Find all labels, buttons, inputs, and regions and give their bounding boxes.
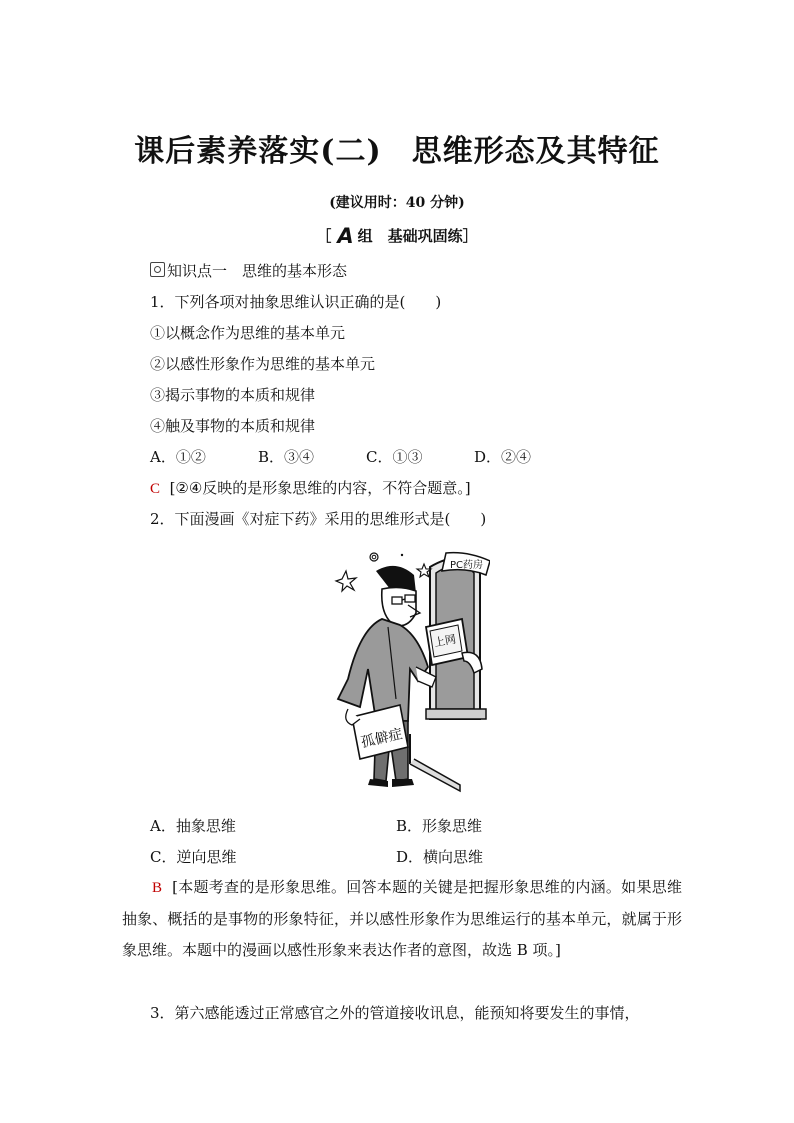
q1-answer-letter: C xyxy=(150,481,161,497)
knowledge-point-label: 知识点一 思维的基本形态 xyxy=(167,262,348,280)
q1-option-c: C．①③ xyxy=(366,448,423,466)
time-note: (建议用时：40 分钟) xyxy=(329,195,465,211)
group-badge: A xyxy=(337,224,354,248)
q2-option-b: B．形象思维 xyxy=(396,817,483,835)
knowledge-point xyxy=(150,260,347,281)
q2-options-row-2 xyxy=(150,846,483,867)
q2-options-row-1 xyxy=(150,815,482,836)
group-header xyxy=(0,224,794,248)
q2-option-a: A．抽象思维 xyxy=(150,817,236,835)
q1-item-2: ②以感性形象作为思维的基本单元 xyxy=(150,355,376,373)
page-title xyxy=(0,126,794,170)
q2-answer-explanation: [本题考查的是形象思维。回答本题的关键是把握形象思维的内涵。如果思维抽象、概括的是事物的形象特征，并以感性形象作为思维运行的基本单元，就属于形象思维。本题中的漫画以感性形象来表达作者的意图，故选 B 项。] xyxy=(122,878,682,959)
group-label: 组 基础巩固练 xyxy=(357,227,463,245)
q2-answer xyxy=(122,872,682,966)
q1-options xyxy=(150,446,531,467)
q1-item-4: ④触及事物的本质和规律 xyxy=(150,417,316,435)
q1-stem: 1．下列各项对抽象思维认识正确的是( ) xyxy=(150,293,442,311)
group-bracket-open: ［ xyxy=(316,227,332,245)
q2-option-d: D．横向思维 xyxy=(396,848,484,866)
q1-item-1: ①以概念作为思维的基本单元 xyxy=(150,324,346,342)
q1-answer xyxy=(150,477,471,498)
paper-text: 孤僻症 xyxy=(359,726,405,752)
q1-answer-explanation: [②④反映的是形象思维的内容，不符合题意。] xyxy=(169,479,471,497)
title-part-a: 课后素养落实(二) xyxy=(134,134,382,169)
cartoon-illustration xyxy=(330,549,490,797)
q1-item-3: ③揭示事物的本质和规律 xyxy=(150,386,316,404)
title-part-b: 思维形态及其特征 xyxy=(411,134,660,169)
monitor-text: 上网 xyxy=(433,632,458,650)
knowledge-point-icon xyxy=(150,262,165,277)
q1-option-d: D．②④ xyxy=(474,448,532,466)
q2-option-c: C．逆向思维 xyxy=(150,848,237,866)
q1-option-a: A．①② xyxy=(150,448,206,466)
man-figure xyxy=(338,566,436,787)
q2-answer-letter: B xyxy=(152,880,163,896)
q1-option-b: B．③④ xyxy=(258,448,315,466)
sign-text: PC药房 xyxy=(450,560,484,571)
q2-stem: 2．下面漫画《对症下药》采用的思维形式是( ) xyxy=(150,510,487,528)
group-bracket-close: ］ xyxy=(462,227,478,245)
q3-stem: 3．第六感能透过正常感官之外的管道接收讯息，能预知将要发生的事情， xyxy=(150,1004,640,1022)
